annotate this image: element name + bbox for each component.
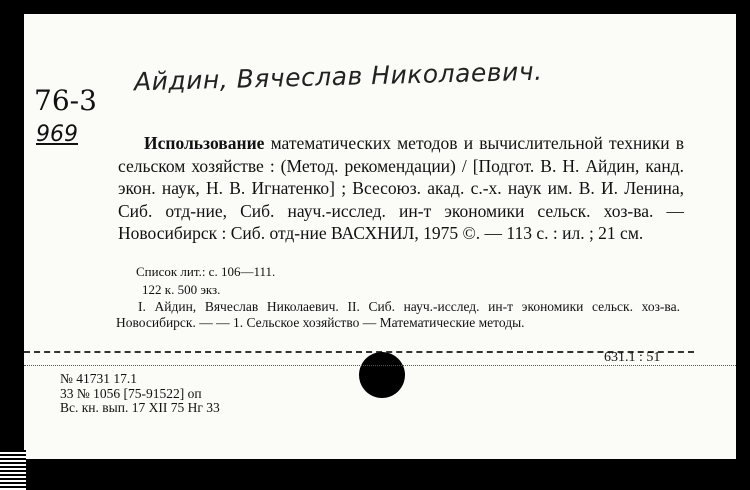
title-bold: Использование: [144, 133, 265, 153]
ink-blot: [359, 352, 405, 398]
classification-bottom: 969: [36, 122, 78, 147]
udc-code: 631.1 : 51: [604, 350, 661, 365]
catalog-card: [24, 14, 736, 459]
bibliography-note: Список лит.: с. 106—111.: [136, 264, 276, 279]
copies-note: 122 к. 500 экз.: [142, 282, 221, 297]
classification-top: 76-3: [34, 84, 97, 117]
handwritten-author: Айдин, Вячеслав Николаевич.: [133, 56, 543, 97]
divider-dotted: [24, 365, 736, 366]
divider-dashed: [24, 351, 694, 353]
description-text: математических методов и вычислительной техники в сельском хозяйстве : (Метод. рекомендации) / [Подгот. В. Н. Айдин, канд. экон. наук, Н. В. Игнатенко] ; Всесоюз. акад. с.-х. наук им. В. И. Ленина, Сиб. отд-ние, Сиб. науч.-исслед. ин-т экономики сельск. хоз-ва. — Новосибирск : Сиб. отд-ние ВАСХНИЛ, 1975 ©. — 113 с. : ил. ; 21 см.: [118, 133, 684, 243]
tracings-note: I. Айдин, Вячеслав Николаевич. II. Сиб. науч.-исслед. ин-т экономики сельск. хоз-ва. Новосибирск. — — 1. Сельское хозяйство — Математические методы.: [116, 299, 680, 330]
footer-block: [60, 372, 220, 416]
scan-edge: [0, 450, 26, 490]
footer-line: 33 № 1056 [75-91522] оп: [60, 385, 202, 401]
footer-line: Вс. кн. вып. 17 XII 75 Нг 33: [60, 400, 220, 415]
main-description: [118, 132, 684, 245]
footer-line: № 41731 17.1: [60, 371, 138, 386]
